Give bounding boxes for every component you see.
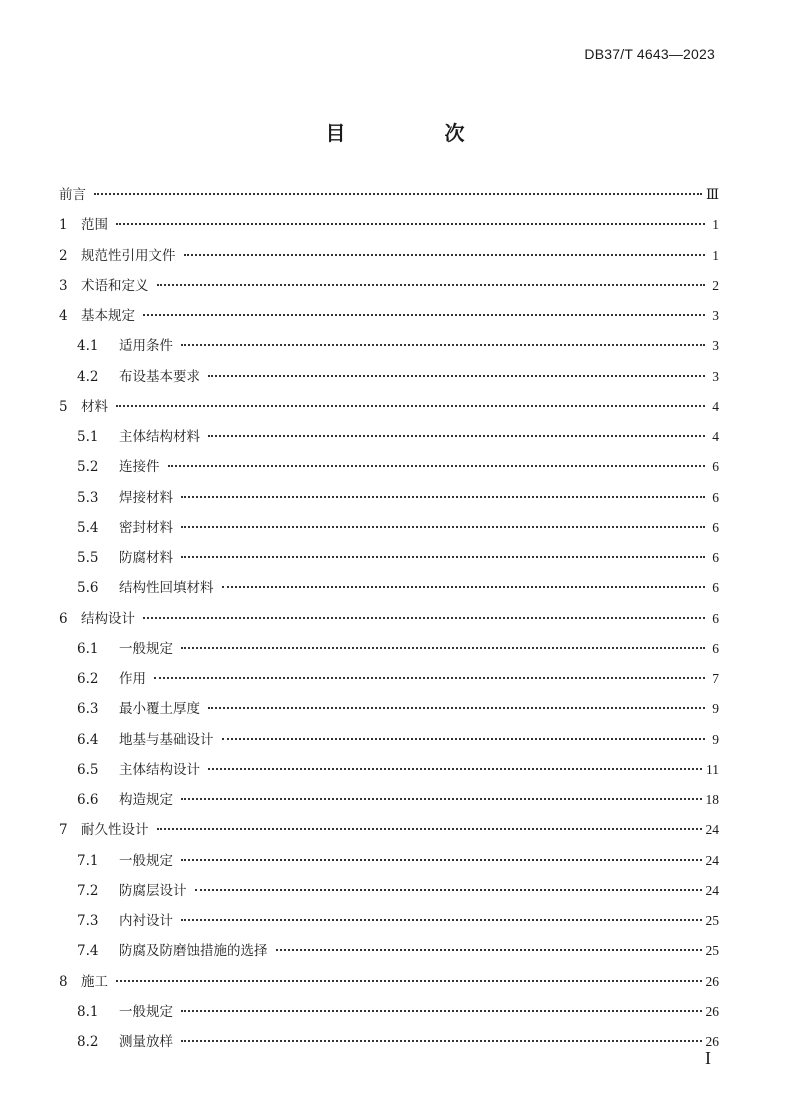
toc-leader-dots (181, 859, 702, 861)
toc-entry-page: 3 (712, 338, 719, 354)
toc-leader-dots (157, 828, 702, 830)
toc-entry-page: 1 (712, 247, 719, 263)
toc-entry-page: 6 (712, 640, 719, 656)
toc-entry-label: 布设基本要求 (119, 368, 200, 385)
toc-entry-number: 8 (59, 973, 68, 990)
toc-entry-page: 24 (705, 822, 719, 838)
toc-leader-dots (208, 435, 705, 437)
toc-entry-page: 7 (712, 671, 719, 686)
toc-leader-dots (143, 314, 705, 316)
toc-entry-number: 6.5 (77, 761, 99, 778)
toc-entry-number: 7.3 (77, 913, 99, 929)
toc-leader-dots (195, 889, 702, 891)
toc-entry-label: 适用条件 (119, 338, 173, 355)
toc-entry-label: 规范性引用文件 (81, 247, 176, 264)
toc-leader-dots (116, 980, 702, 982)
toc-entry-page: 4 (712, 398, 719, 414)
toc-entry-label: 地基与基础设计 (119, 731, 214, 748)
toc-entry[interactable] (59, 1027, 719, 1057)
toc-entry-page: 6 (712, 550, 719, 565)
toc-entry-number: 7.2 (77, 882, 99, 899)
toc-entry-label: 内衬设计 (119, 913, 173, 929)
toc-entry-page: 6 (712, 489, 719, 505)
toc-leader-dots (208, 768, 702, 770)
toc-entry-label: 防腐及防磨蚀措施的选择 (119, 943, 268, 960)
toc-entry-number: 5.1 (77, 429, 99, 445)
toc-entry-number: 6.4 (77, 731, 99, 748)
toc-entry-label: 测量放样 (119, 1034, 173, 1050)
toc-entry-label: 主体结构设计 (119, 761, 200, 778)
toc-entry[interactable] (59, 846, 719, 876)
toc-entry-page: 6 (712, 459, 719, 475)
toc-leader-dots (181, 496, 705, 498)
toc-entry-number: 1 (59, 217, 68, 234)
toc-entry-page: 9 (712, 731, 719, 747)
toc-leader-dots (116, 223, 705, 225)
toc-entry-number: 6.1 (77, 640, 99, 657)
toc-entry-number: 6 (59, 610, 68, 627)
toc-entry-page: 25 (705, 913, 719, 928)
toc-leader-dots (181, 556, 705, 558)
toc-entry-label: 防腐材料 (119, 550, 173, 566)
toc-leader-dots (276, 949, 702, 951)
toc-entry-number: 2 (59, 247, 68, 264)
toc-entry-page: 26 (705, 1003, 719, 1019)
toc-entry[interactable] (59, 422, 719, 452)
toc-leader-dots (143, 617, 705, 619)
table-of-contents (59, 180, 719, 1057)
toc-entry[interactable] (59, 331, 719, 361)
toc-entry-page: 18 (705, 792, 719, 807)
toc-leader-dots (94, 193, 702, 195)
toc-entry-label: 焊接材料 (119, 489, 173, 506)
toc-entry[interactable] (59, 664, 719, 694)
toc-entry[interactable] (59, 997, 719, 1027)
toc-entry[interactable] (59, 241, 719, 271)
toc-entry-number: 5.5 (77, 550, 99, 566)
toc-entry-page: 25 (705, 943, 719, 959)
toc-entry-label: 前言 (59, 187, 86, 203)
toc-entry[interactable] (59, 392, 719, 422)
toc-leader-dots (208, 707, 705, 709)
toc-leader-dots (181, 344, 705, 346)
toc-entry-page: 6 (712, 580, 719, 596)
toc-entry-page: 1 (712, 217, 719, 233)
toc-entry-number: 6.3 (77, 701, 99, 718)
page-number: I (705, 1048, 711, 1068)
toc-leader-dots (157, 284, 706, 286)
toc-entry-page: 4 (712, 429, 719, 444)
toc-entry[interactable] (59, 543, 719, 573)
toc-entry-number: 5.4 (77, 519, 99, 536)
toc-entry[interactable] (59, 694, 719, 724)
toc-entry[interactable] (59, 725, 719, 755)
toc-entry-number: 5.2 (77, 459, 99, 476)
toc-entry[interactable] (59, 967, 719, 997)
page-title: 目 次 (325, 121, 511, 145)
toc-entry-page: 24 (705, 882, 719, 898)
toc-entry-number: 7.4 (77, 943, 99, 960)
toc-entry-label: 密封材料 (119, 519, 173, 536)
toc-entry-page: Ⅲ (705, 187, 719, 202)
toc-entry-label: 主体结构材料 (119, 429, 200, 445)
toc-entry-page: 6 (712, 519, 719, 535)
toc-entry-label: 防腐层设计 (119, 882, 187, 899)
toc-entry-label: 一般规定 (119, 640, 173, 657)
toc-entry-number: 7 (59, 822, 68, 839)
toc-entry-page: 3 (712, 368, 719, 384)
toc-leader-dots (181, 798, 702, 800)
toc-entry-label: 构造规定 (119, 792, 173, 808)
toc-entry-label: 作用 (119, 671, 146, 687)
toc-entry-number: 7.1 (77, 852, 99, 869)
toc-entry[interactable] (59, 573, 719, 603)
toc-entry[interactable] (59, 815, 719, 845)
toc-entry-page: 24 (705, 852, 719, 868)
toc-entry[interactable] (59, 785, 719, 815)
toc-entry[interactable] (59, 362, 719, 392)
toc-leader-dots (181, 1040, 702, 1042)
toc-entry-label: 施工 (81, 973, 108, 990)
toc-leader-dots (181, 526, 705, 528)
toc-entry[interactable] (59, 301, 719, 331)
toc-leader-dots (181, 647, 705, 649)
toc-entry-number: 4.1 (77, 338, 99, 355)
toc-entry-label: 术语和定义 (81, 277, 149, 294)
toc-leader-dots (208, 375, 705, 377)
toc-entry-label: 范围 (81, 217, 108, 234)
toc-entry-number: 4.2 (77, 368, 99, 385)
toc-entry-page: 9 (712, 701, 719, 717)
toc-entry[interactable] (59, 483, 719, 513)
toc-leader-dots (222, 738, 706, 740)
toc-entry-number: 5.3 (77, 489, 99, 506)
toc-leader-dots (168, 465, 706, 467)
toc-leader-dots (181, 919, 702, 921)
toc-entry-label: 一般规定 (119, 1003, 173, 1020)
toc-entry-page: 6 (712, 610, 719, 626)
toc-entry[interactable] (59, 604, 719, 634)
toc-entry-label: 连接件 (119, 459, 160, 476)
toc-entry[interactable] (59, 180, 719, 210)
toc-leader-dots (116, 405, 705, 407)
toc-entry-number: 8.2 (77, 1034, 99, 1050)
toc-entry-number: 4 (59, 308, 68, 324)
toc-entry[interactable] (59, 906, 719, 936)
toc-entry-number: 3 (59, 277, 68, 294)
toc-entry-label: 耐久性设计 (81, 822, 149, 839)
toc-entry-page: 11 (706, 761, 719, 777)
toc-entry[interactable] (59, 634, 719, 664)
toc-entry-number: 8.1 (77, 1003, 99, 1020)
toc-entry[interactable] (59, 755, 719, 785)
toc-leader-dots (154, 677, 705, 679)
toc-leader-dots (222, 586, 706, 588)
toc-entry-label: 材料 (81, 398, 108, 415)
toc-entry-page: 26 (705, 1034, 719, 1049)
toc-entry-label: 基本规定 (81, 308, 135, 324)
toc-entry-label: 最小覆土厚度 (119, 701, 200, 718)
toc-entry[interactable] (59, 210, 719, 240)
toc-entry[interactable] (59, 876, 719, 906)
toc-entry-page: 26 (705, 973, 719, 989)
toc-entry-number: 6.6 (77, 792, 99, 808)
toc-entry-label: 结构设计 (81, 610, 135, 627)
toc-entry-number: 5.6 (77, 580, 99, 597)
toc-leader-dots (184, 254, 706, 256)
toc-entry[interactable] (59, 936, 719, 966)
toc-entry[interactable] (59, 271, 719, 301)
toc-entry-label: 结构性回填材料 (119, 580, 214, 597)
toc-entry-page: 3 (712, 308, 719, 323)
toc-entry[interactable] (59, 513, 719, 543)
toc-entry-number: 6.2 (77, 671, 99, 687)
document-code: DB37/T 4643—2023 (584, 46, 715, 62)
toc-entry-page: 2 (712, 277, 719, 293)
toc-leader-dots (181, 1010, 702, 1012)
toc-entry-label: 一般规定 (119, 852, 173, 869)
toc-entry-number: 5 (59, 398, 68, 415)
toc-entry[interactable] (59, 452, 719, 482)
